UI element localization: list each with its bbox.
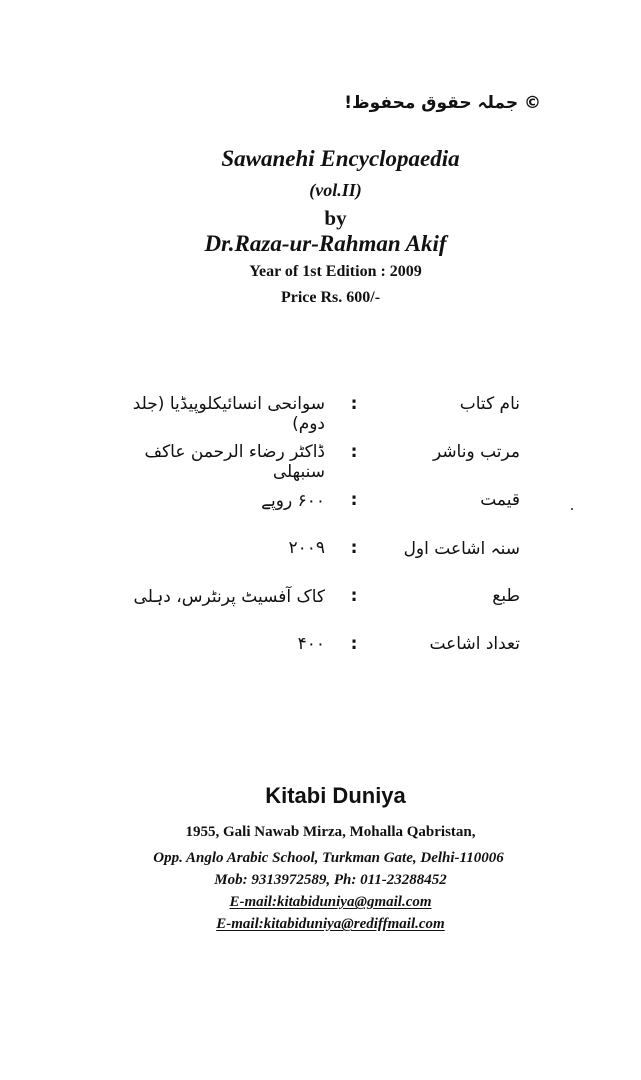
detail-separator: : [350, 490, 358, 510]
email-text: E-mail:kitabiduniya@gmail.com [229, 894, 432, 910]
detail-row-book-name [100, 388, 520, 436]
volume-label: (vol.II) [309, 180, 362, 200]
publisher-address-line2: Opp. Anglo Arabic School, Turkman Gate, Delhi-110006 [153, 850, 504, 866]
author-name: Dr.Raza-ur-Rahman Akif [204, 231, 447, 256]
detail-separator: : [350, 442, 358, 462]
detail-row-compiler-publisher [100, 436, 520, 484]
scan-speck [571, 508, 573, 510]
detail-label: مرتب وناشر [432, 442, 520, 462]
detail-row-price [100, 484, 520, 532]
detail-label: سنہ اشاعت اول [403, 539, 520, 559]
detail-value: کاک آفسیٹ پرنٹرس، دہلی [133, 587, 325, 607]
detail-value: سوانحی انسائیکلوپیڈیا (جلد دوم) [132, 394, 325, 434]
detail-value: ڈاکٹر رضاء الرحمن عاکف سنبھلی [144, 442, 325, 482]
detail-separator: : [350, 538, 358, 558]
book-title: Sawanehi Encyclopaedia [221, 146, 460, 171]
detail-row-printer [100, 580, 520, 628]
publisher-address-line1: 1955, Gali Nawab Mirza, Mohalla Qabristan, [185, 824, 476, 840]
detail-value: ۲۰۰۹ [288, 538, 325, 558]
book-price: Price Rs. 600/- [280, 289, 381, 306]
detail-label: طبع [492, 586, 520, 606]
email-text: E-mail:kitabiduniya@rediffmail.com [216, 916, 445, 932]
copyright-notice: © جملہ حقوق محفوظ! [344, 93, 541, 113]
detail-separator: : [350, 394, 358, 414]
publisher-phone: Mob: 9313972589, Ph: 011-23288452 [214, 872, 447, 888]
detail-label: نام کتاب [459, 394, 520, 414]
detail-row-print-run [100, 628, 520, 676]
detail-label: تعداد اشاعت [429, 634, 520, 654]
detail-row-first-edition-year [100, 532, 520, 580]
publisher-email-rediff [10, 916, 641, 933]
detail-label: قیمت [480, 490, 520, 510]
publisher-name: Kitabi Duniya [265, 783, 406, 808]
imprint-details-table [100, 388, 520, 676]
edition-year: Year of 1st Edition : 2009 [249, 263, 422, 280]
detail-value: ۶۰۰ روپے [261, 491, 325, 511]
detail-separator: : [350, 634, 358, 654]
publisher-email-gmail [10, 894, 641, 911]
detail-value: ۴۰۰ [297, 634, 325, 654]
by-label: by [324, 206, 347, 230]
detail-separator: : [350, 586, 358, 606]
